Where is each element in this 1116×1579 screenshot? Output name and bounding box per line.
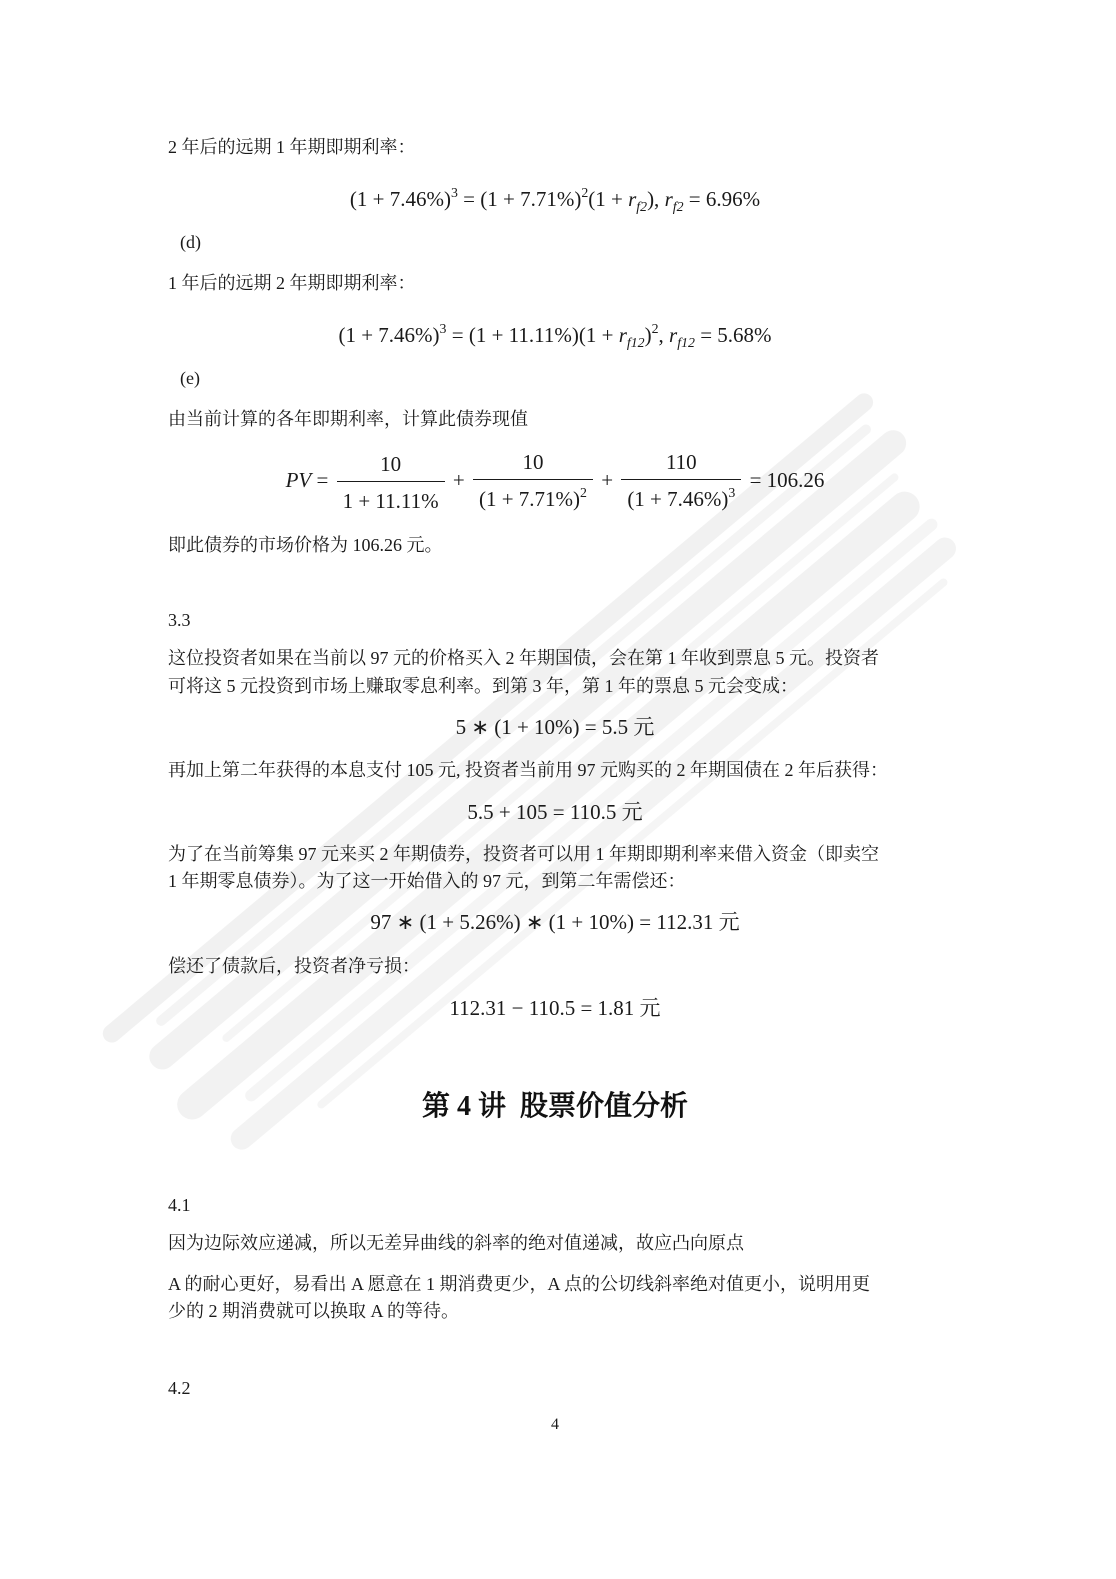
fraction-numerator: 10 — [380, 451, 402, 476]
equation-forward-rate-f2 — [168, 184, 942, 217]
equation-term: 112.31 − 110.5 = 1.81 元 — [449, 996, 661, 1020]
forward-rate-2y-intro: 2 年后的远期 1 年期即期利率： — [168, 137, 416, 157]
paragraph-line: 可将这 5 元投资到市场上赚取零息利率。到第 3 年，第 1 年的票息 5 元会变成： — [168, 676, 798, 696]
fraction — [473, 448, 593, 516]
equation-term: = 5.68% — [694, 323, 772, 347]
equation-term: (1 + 7.71%) — [478, 487, 581, 511]
equation-variable: r — [669, 323, 678, 347]
paragraph-line: 再加上第二年获得的本息支付 105 元, 投资者当前用 97 元购买的 2 年期国债在 2 年后获得： — [168, 760, 888, 780]
equation-subscript: f12 — [677, 335, 695, 351]
fraction — [337, 450, 445, 515]
section-label-4-2: 4.2 — [168, 1378, 191, 1398]
equation-term: 5 ∗ (1 + 10%) = 5.5 元 — [455, 715, 655, 739]
equation-exponent: 2 — [580, 485, 587, 501]
equation-term: 1 + 11.11% — [342, 488, 439, 513]
fraction-numerator: 10 — [522, 450, 544, 474]
equation-subscript: f2 — [672, 199, 684, 215]
paragraph-line: 少的 2 期消费就可以换取 A 的等待。 — [168, 1301, 460, 1321]
equation-exponent: 2 — [581, 185, 589, 201]
equation-term: (1 + 7.46%) — [627, 487, 729, 511]
equation-exponent: 2 — [651, 321, 659, 337]
equation-total-payoff — [168, 797, 942, 827]
equation-forward-rate-f12 — [168, 320, 942, 353]
forward-rate-1y-intro: 1 年后的远期 2 年期即期利率： — [168, 273, 416, 293]
fraction — [621, 448, 741, 516]
equation-term: , — [658, 323, 670, 347]
paragraph-line: 偿还了债款后，投资者净亏损： — [168, 956, 420, 976]
equation-subscript: f12 — [626, 335, 645, 351]
equation-term: (1 + 7.46%) — [349, 187, 451, 211]
paragraph-line: 1 年期零息债券）。为了这一开始借入的 97 元，到第二年需偿还： — [168, 871, 686, 891]
item-label-d: (d) — [180, 232, 201, 252]
equation-term: = (1 + 7.71%) — [457, 187, 582, 211]
paragraph-line: A 的耐心更好，易看出 A 愿意在 1 期消费更少，A 点的公切线斜率绝对值更小，说明用更 — [168, 1274, 871, 1294]
equation-term: (1 + 7.46%) — [338, 323, 440, 347]
equation-variable: r — [618, 323, 627, 347]
equation-term: ) — [644, 323, 652, 347]
paragraph-line: 为了在当前筹集 97 元来买 2 年期债券，投资者可以用 1 年期即期利率来借入资金（即卖空 — [168, 844, 879, 864]
equation-variable: r — [664, 187, 673, 211]
equation-subscript: f2 — [636, 199, 648, 215]
equation-term: 5.5 + 105 = 110.5 元 — [467, 800, 643, 824]
page-number: 4 — [551, 1416, 559, 1433]
equation-term: = 6.96% — [683, 187, 761, 211]
equation-present-value — [168, 448, 942, 516]
equation-term: + — [595, 467, 619, 492]
equation-term: + — [447, 467, 470, 492]
equation-exponent: 3 — [728, 485, 736, 501]
paragraph-line: 因为边际效应递减，所以无差异曲线的斜率的绝对值递减，故应凸向原点 — [168, 1233, 744, 1253]
equation-coupon-growth — [168, 712, 942, 742]
paragraph-line: 这位投资者如果在当前以 97 元的价格买入 2 年期国债，会在第 1 年收到票息 5 元。投资者 — [168, 648, 879, 668]
fraction-denominator — [473, 479, 593, 516]
section-label-4-1: 4.1 — [168, 1195, 191, 1215]
section-label-3-3: 3.3 — [168, 610, 191, 630]
equation-term: = — [311, 467, 334, 492]
equation-term: = (1 + 11.11%)(1 + — [446, 323, 619, 347]
pv-result: 即此债券的市场价格为 106.26 元。 — [168, 535, 443, 555]
equation-exponent: 3 — [450, 185, 458, 201]
equation-variable: PV — [285, 467, 312, 492]
item-label-e: (e) — [180, 368, 200, 388]
equation-term: (1 + — [588, 187, 629, 211]
fraction-denominator — [621, 479, 741, 516]
equation-variable: r — [628, 187, 637, 211]
pv-intro: 由当前计算的各年即期利率，计算此债券现值 — [168, 409, 528, 429]
chapter-heading: 第 4 讲 股票价值分析 — [421, 1091, 688, 1122]
fraction-numerator: 110 — [665, 450, 697, 474]
equation-term: = 106.26 — [744, 467, 825, 492]
equation-exponent: 3 — [439, 321, 447, 337]
fraction-denominator — [337, 481, 445, 515]
equation-term: ), — [647, 187, 665, 211]
equation-term: 97 ∗ (1 + 5.26%) ∗ (1 + 10%) = 112.31 元 — [370, 910, 740, 934]
equation-repayment — [168, 907, 942, 937]
equation-net-loss — [168, 993, 942, 1023]
